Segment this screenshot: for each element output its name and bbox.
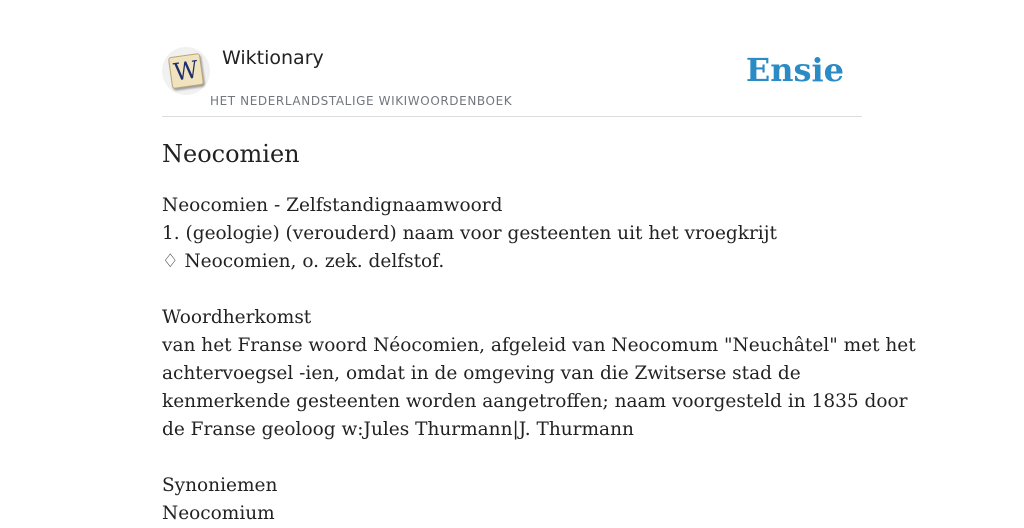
site-tagline: HET NEDERLANDSTALIGE WIKIWOORDENBOEK [210,94,513,108]
etymology-line: van het Franse woord Néocomien, afgeleid van Neocomum "Neuchâtel" met het [162,335,916,356]
synonym-item: Neocomium [162,503,275,524]
entry-content [162,192,916,528]
etymology-line: de Franse geoloog w:Jules Thurmann|J. Thurmann [162,419,634,440]
spacer [162,276,862,304]
definition-heading: Neocomien - Zelfstandignaamwoord [162,195,503,216]
spacer [162,444,862,472]
logo-tile: W [168,53,204,89]
synonyms-heading: Synoniemen [162,475,278,496]
etymology-line: kenmerkende gesteenten worden aangetroffen; naam voorgesteld in 1835 door [162,391,908,412]
dictionary-reference: ♢ Neocomien, o. zek. delfstof. [162,251,445,272]
site-name[interactable]: Wiktionary [222,47,324,69]
etymology-heading: Woordherkomst [162,307,312,328]
ensie-brand-link[interactable]: Ensie [745,51,844,89]
page-title: Neocomien [162,140,300,168]
wiktionary-logo-icon[interactable] [162,47,210,95]
etymology-line: achtervoegsel -ien, omdat in de omgeving van die Zwitserse stad de [162,363,801,384]
definition-text: 1. (geologie) (verouderd) naam voor gesteenten uit het vroegkrijt [162,223,777,244]
site-header [162,0,862,117]
